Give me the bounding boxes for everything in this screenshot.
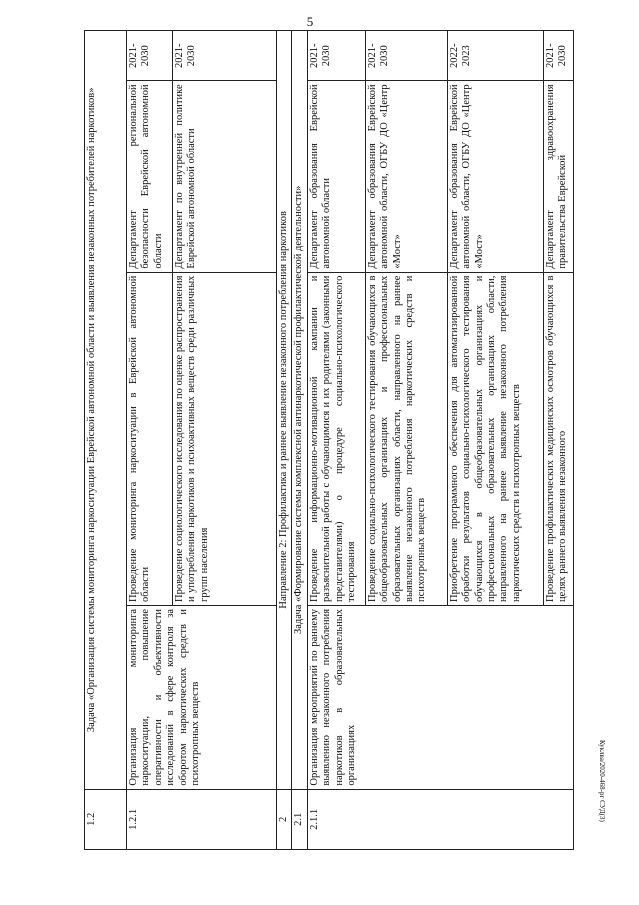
executor-text: Департамент региональной безопасности Еврейской автономной области	[127, 81, 173, 272]
table-row	[292, 31, 307, 850]
period-text: 2021-2030	[127, 31, 173, 81]
executor-text: Департамент здравоохранения правительства Еврейской	[543, 81, 573, 272]
row-number: 1.2	[85, 789, 127, 849]
table-row	[127, 31, 173, 850]
activity-text: Проведение мониторинга наркоситуации в Еврейской автономной области	[127, 272, 173, 605]
row-number: 2.1	[292, 789, 307, 849]
row-number: 2	[277, 789, 292, 849]
period-text: 2021-2030	[173, 31, 277, 81]
period-text: 2021-2030	[365, 31, 447, 81]
executor-text: Департамент по внутренней политике Еврейской автономной области	[173, 81, 277, 272]
row-number: 1.2.1	[127, 789, 277, 849]
page-number: 5	[306, 14, 314, 29]
measure-name: Организация мониторинга наркоситуации, повышение оперативности и объективности исследований в сфере контроля за оборотом наркотических средств и психотропных веществ	[127, 605, 277, 789]
executor-text: Департамент образования Еврейской автономной области	[307, 81, 365, 272]
period-text: 2022-2023	[447, 31, 543, 81]
executor-text: Департамент образования Еврейской автономной области, ОГБУ ДО «Центр «Мост»	[447, 81, 543, 272]
direction-heading: Направление 2: Профилактика и раннее выявление незаконного потребления наркотиков	[277, 31, 292, 790]
table-row	[277, 31, 292, 850]
task-heading: Задача «Формирование системы комплексной антинаркотической профилактической деятельности»	[292, 31, 307, 790]
measure-name: Организация мероприятий по раннему выявлению незаконного потребления наркотиков в образовательных организациях	[307, 605, 573, 789]
period-text: 2021-2030	[543, 31, 573, 81]
executor-text: Департамент образования Еврейской автономной области, ОГБУ ДО «Центр «Мост»	[365, 81, 447, 272]
activity-text: Проведение информационно-мотивационной кампании и разъяснительной работы с обучающимися и их родителями (законными представителями) о процедуре социально-психологического тестирования	[307, 272, 365, 605]
measures-table	[84, 30, 574, 850]
row-number: 2.1.1	[307, 789, 573, 849]
document-footer-code: Куклва/2020-468-рг СУД(3)	[598, 740, 606, 822]
period-text: 2021-2030	[307, 31, 365, 81]
rotated-table-container	[84, 30, 576, 850]
activity-text: Проведение социально-психологического тестирования обучающихся в общеобразовательных организациях и профессиональных образовательных организациях области, направленного на раннее выявление незаконного потребления наркотических средств и психотропных веществ	[365, 272, 447, 605]
task-heading: Задача «Организация системы мониторинга наркоситуации Еврейской автономной области и выявления незаконных потребителей наркотиков»	[85, 31, 127, 790]
table-row	[85, 31, 127, 850]
activity-text: Проведение социологического исследования по оценке распространения и употребления наркотиков и психоактивных веществ среди различных групп населения	[173, 272, 277, 605]
activity-text: Проведение профилактических медицинских осмотров обучающихся в целях раннего выявления незаконного	[543, 272, 573, 605]
table-row	[307, 31, 365, 850]
activity-text: Приобретение программного обеспечения для автоматизированной обработки результатов социально-психологического тестирования обучающихся в общеобразовательных организациях и профессиональных образовательных организациях области, направленного на раннее выявление незаконного потребления наркотических средств и психотропных веществ	[447, 272, 543, 605]
